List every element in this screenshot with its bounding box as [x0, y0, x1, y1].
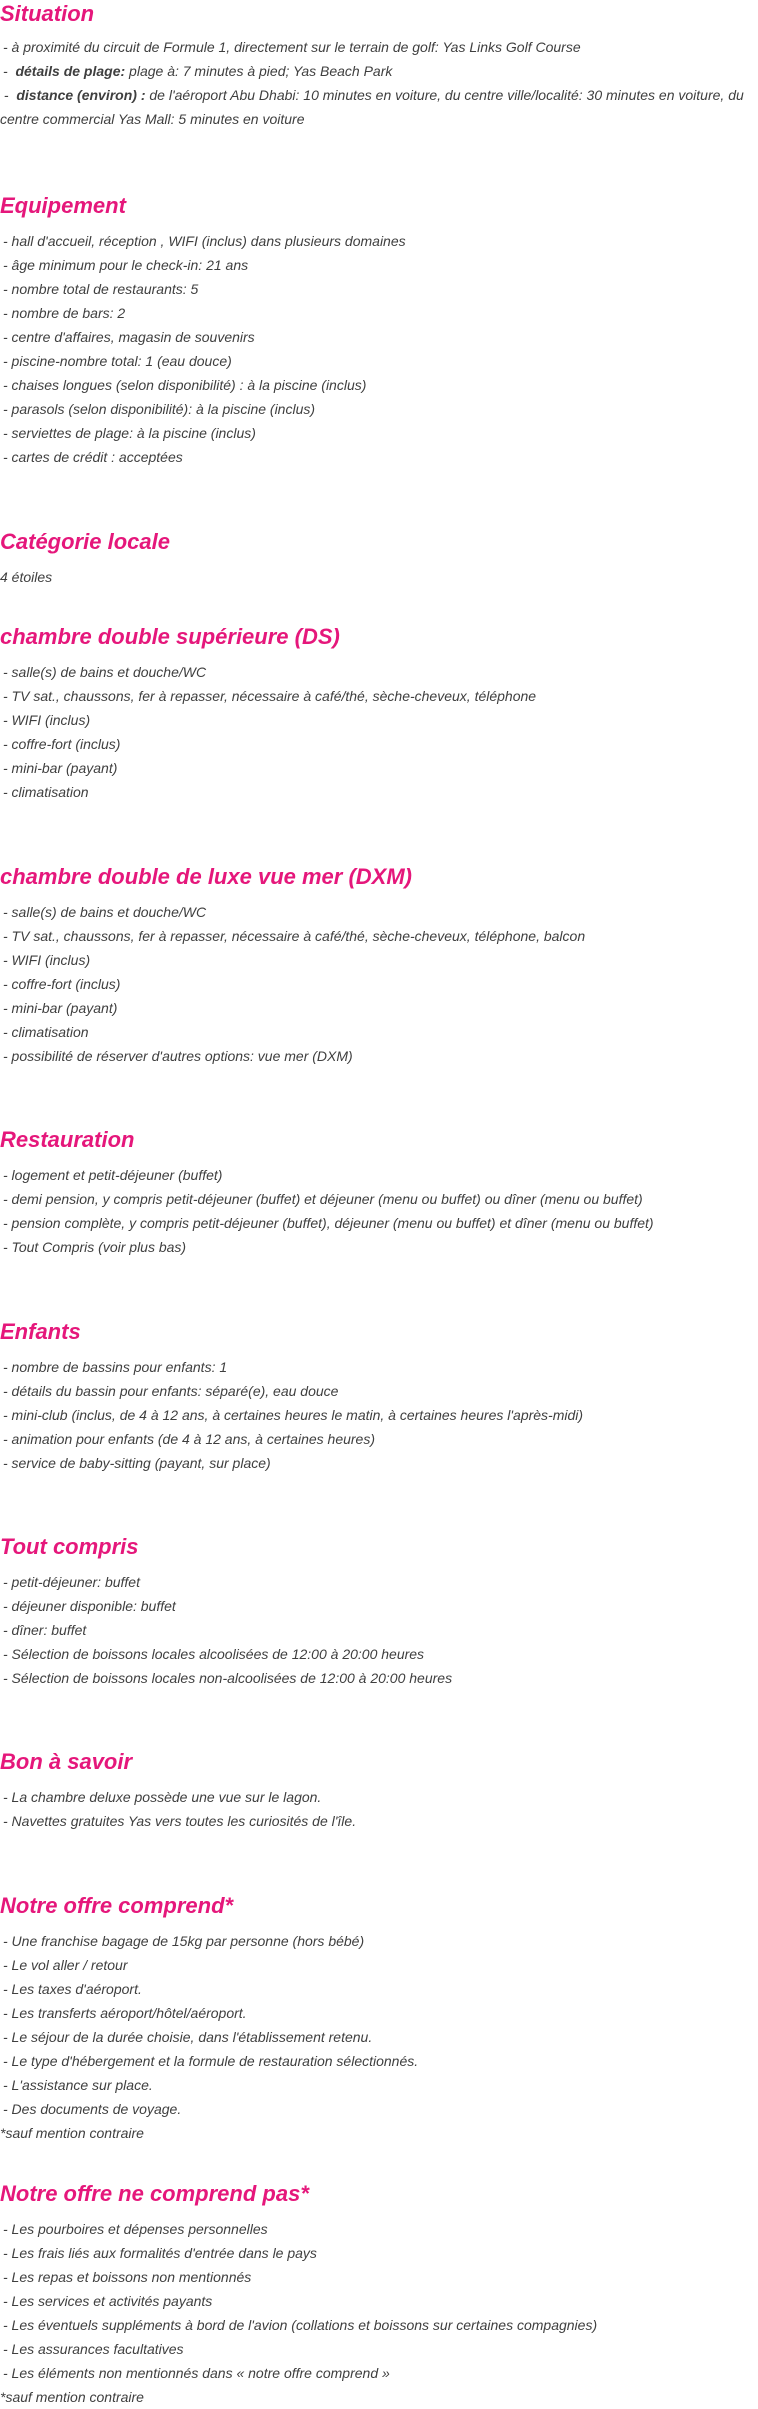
list-item: - WIFI (inclus): [3, 952, 91, 968]
list-item: - serviettes de plage: à la piscine (inclus): [3, 425, 256, 441]
list-item: - Les assurances facultatives: [3, 2341, 184, 2357]
list-item: - dîner: buffet: [3, 1622, 87, 1638]
section-equipement: [0, 192, 758, 469]
list-item: - piscine-nombre total: 1 (eau douce): [3, 353, 232, 369]
list-item: - Les pourboires et dépenses personnelles: [3, 2221, 268, 2237]
section-title-tout-compris: Tout compris: [0, 1534, 139, 1559]
list-item: - Le séjour de la durée choisie, dans l'établissement retenu.: [3, 2029, 373, 2045]
section-restauration: [0, 1126, 758, 1259]
list-item: - Sélection de boissons locales alcoolisées de 12:00 à 20:00 heures: [3, 1646, 425, 1662]
list-item: - nombre de bassins pour enfants: 1: [3, 1359, 228, 1375]
section-title-enfants: Enfants: [0, 1319, 81, 1344]
situation-distance: - distance (environ) : de l'aéroport Abu Dhabi: 10 minutes en voiture, du centre ville/localité: 30 minutes en voiture, du centre commercial Yas Mall: 5 minutes en voiture: [0, 87, 744, 127]
list-item: - TV sat., chaussons, fer à repasser, nécessaire à café/thé, sèche-cheveux, téléphone: [3, 688, 537, 704]
list-item: - salle(s) de bains et douche/WC: [3, 664, 207, 680]
section-chambre-ds: [0, 623, 758, 804]
list-item: - cartes de crédit : acceptées: [3, 449, 183, 465]
section-title-bon-a-savoir: Bon à savoir: [0, 1749, 133, 1774]
section-enfants: [0, 1318, 758, 1475]
list-item: - petit-déjeuner: buffet: [3, 1574, 140, 1590]
list-item: - Tout Compris (voir plus bas): [3, 1239, 187, 1255]
distance-label: distance (environ) :: [16, 87, 146, 103]
list-item: - L'assistance sur place.: [3, 2077, 153, 2093]
list-item: - service de baby-sitting (payant, sur place): [3, 1455, 271, 1471]
section-situation: [0, 0, 758, 131]
list-item: - mini-bar (payant): [3, 1000, 118, 1016]
list-item: - animation pour enfants (de 4 à 12 ans, à certaines heures): [3, 1431, 375, 1447]
list-item: - Sélection de boissons locales non-alcoolisées de 12:00 à 20:00 heures: [3, 1670, 453, 1686]
list-item: - mini-bar (payant): [3, 760, 118, 776]
situation-location: - à proximité du circuit de Formule 1, directement sur le terrain de golf: Yas Links Golf Course: [3, 39, 581, 55]
list-item: - hall d'accueil, réception , WIFI (inclus) dans plusieurs domaines: [3, 233, 406, 249]
list-item: - Les repas et boissons non mentionnés: [3, 2269, 252, 2285]
list-item: - climatisation: [3, 1024, 89, 1040]
footnote: *sauf mention contraire: [0, 2125, 144, 2141]
list-item: - possibilité de réserver d'autres options: vue mer (DXM): [3, 1048, 353, 1064]
section-title-chambre-dxm: chambre double de luxe vue mer (DXM): [0, 864, 412, 889]
list-item: - Les éléments non mentionnés dans « notre offre comprend »: [3, 2365, 390, 2381]
section-title-equipement: Equipement: [0, 193, 126, 218]
beach-label: détails de plage:: [15, 63, 126, 79]
list-item: - Les frais liés aux formalités d'entrée dans le pays: [3, 2245, 317, 2261]
list-item: - chaises longues (selon disponibilité) : à la piscine (inclus): [3, 377, 367, 393]
list-item: - pension complète, y compris petit-déjeuner (buffet), déjeuner (menu ou buffet) et dîner (menu ou buffet): [3, 1215, 654, 1231]
situation-beach: - détails de plage: plage à: 7 minutes à pied; Yas Beach Park: [3, 63, 393, 79]
distance-value: de l'aéroport Abu Dhabi: 10 minutes en voiture, du centre ville/localité: 30 minutes en voiture, du centre commercial Yas Mall: 5 minutes en voiture: [0, 87, 744, 127]
list-item: - TV sat., chaussons, fer à repasser, nécessaire à café/thé, sèche-cheveux, téléphone, balcon: [3, 928, 586, 944]
list-item: - Le type d'hébergement et la formule de restauration sélectionnés.: [3, 2053, 419, 2069]
list-item: - mini-club (inclus, de 4 à 12 ans, à certaines heures le matin, à certaines heures l'après-midi): [3, 1407, 584, 1423]
list-item: - Les taxes d'aéroport.: [3, 1981, 142, 1997]
section-offre-ne-comprend-pas: [0, 2180, 758, 2409]
list-item: - Les éventuels suppléments à bord de l'avion (collations et boissons sur certaines compagnies): [3, 2317, 598, 2333]
section-title-situation: Situation: [0, 1, 95, 26]
list-item: - parasols (selon disponibilité): à la piscine (inclus): [3, 401, 316, 417]
list-item: - déjeuner disponible: buffet: [3, 1598, 176, 1614]
section-title-categorie: Catégorie locale: [0, 529, 170, 554]
list-item: - Des documents de voyage.: [3, 2101, 182, 2117]
list-item: - Le vol aller / retour: [3, 1957, 128, 1973]
list-item: - logement et petit-déjeuner (buffet): [3, 1167, 223, 1183]
list-item: - nombre total de restaurants: 5: [3, 281, 199, 297]
section-title-offre-comprend: Notre offre comprend*: [0, 1893, 234, 1918]
list-item: - WIFI (inclus): [3, 712, 91, 728]
list-item: - Une franchise bagage de 15kg par personne (hors bébé): [3, 1933, 365, 1949]
list-item: - centre d'affaires, magasin de souvenirs: [3, 329, 255, 345]
list-item: - détails du bassin pour enfants: séparé(e), eau douce: [3, 1383, 339, 1399]
beach-value: plage à: 7 minutes à pied; Yas Beach Park: [129, 63, 393, 79]
list-item: - nombre de bars: 2: [3, 305, 126, 321]
section-title-chambre-ds: chambre double supérieure (DS): [0, 624, 340, 649]
list-item: - âge minimum pour le check-in: 21 ans: [3, 257, 249, 273]
section-offre-comprend: [0, 1892, 758, 2145]
section-bon-a-savoir: [0, 1748, 758, 1833]
list-item: - demi pension, y compris petit-déjeuner (buffet) et déjeuner (menu ou buffet) ou dîner (menu ou buffet): [3, 1191, 643, 1207]
category-value: 4 étoiles: [0, 569, 53, 585]
section-chambre-dxm: [0, 863, 758, 1068]
list-item: - Les transferts aéroport/hôtel/aéroport.: [3, 2005, 247, 2021]
footnote: *sauf mention contraire: [0, 2389, 144, 2405]
section-title-offre-ne-comprend-pas: Notre offre ne comprend pas*: [0, 2181, 309, 2206]
section-categorie: [0, 528, 758, 589]
list-item: - salle(s) de bains et douche/WC: [3, 904, 207, 920]
list-item: - Les services et activités payants: [3, 2293, 213, 2309]
list-item: - Navettes gratuites Yas vers toutes les curiosités de l'île.: [3, 1813, 357, 1829]
list-item: - La chambre deluxe possède une vue sur le lagon.: [3, 1789, 322, 1805]
list-item: - coffre-fort (inclus): [3, 976, 121, 992]
section-title-restauration: Restauration: [0, 1127, 135, 1152]
list-item: - climatisation: [3, 784, 89, 800]
section-tout-compris: [0, 1533, 758, 1690]
list-item: - coffre-fort (inclus): [3, 736, 121, 752]
